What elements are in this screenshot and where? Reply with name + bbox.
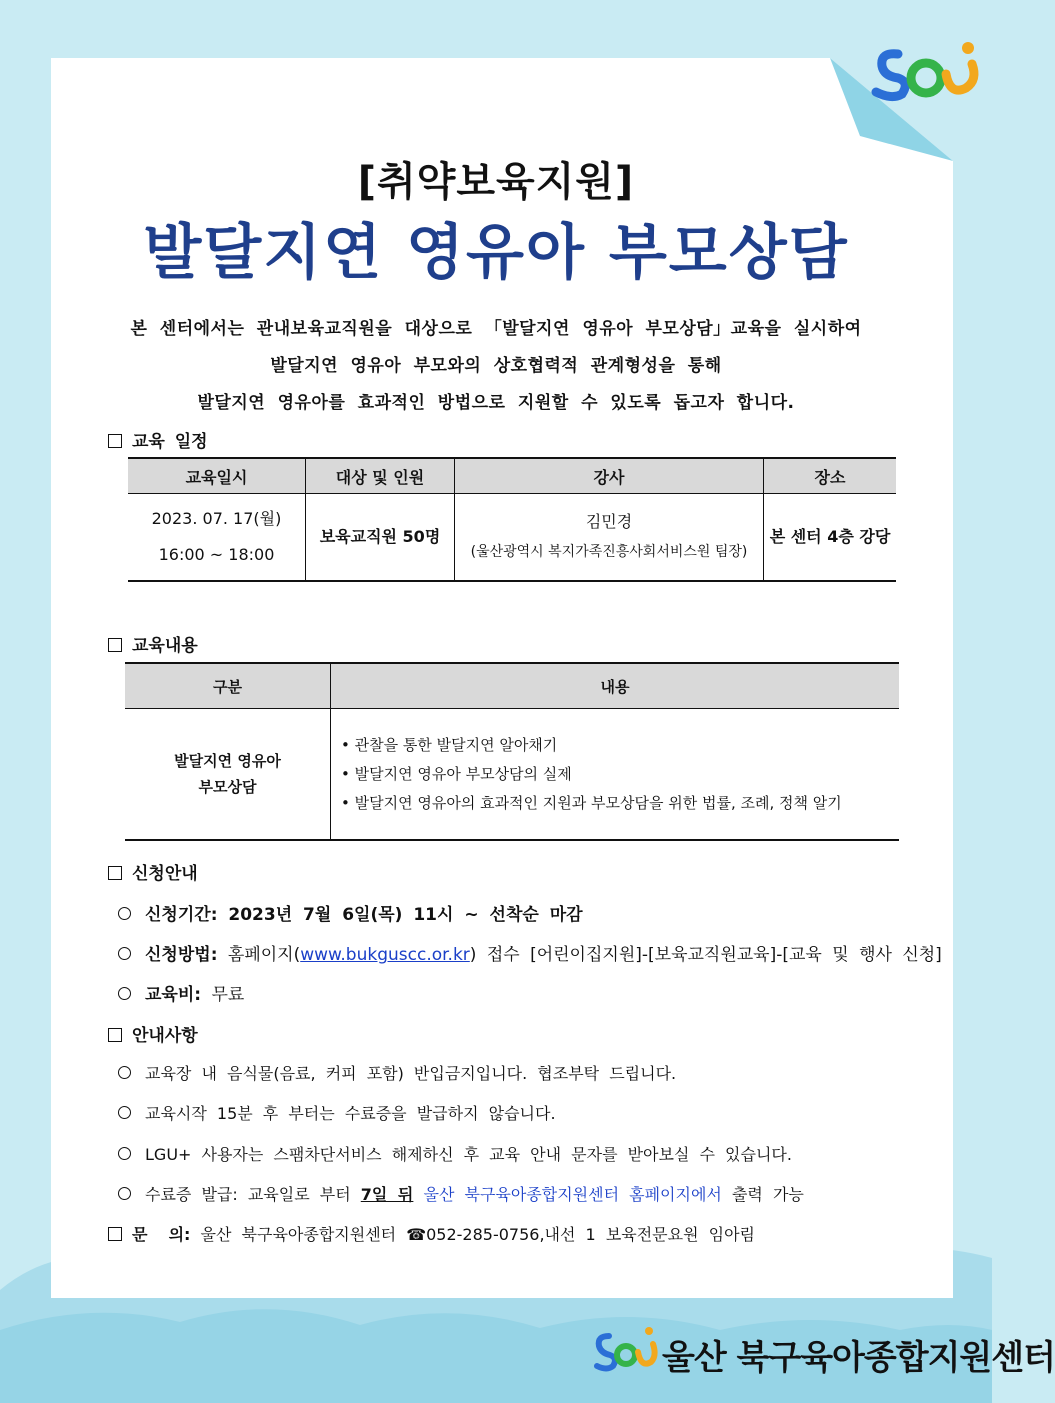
circle-bullet-icon xyxy=(118,1187,131,1200)
method-pre: 홈페이지( xyxy=(227,945,301,965)
section-application-heading xyxy=(108,859,198,884)
cell-target: 보육교직원 50명 xyxy=(306,494,455,582)
application-period xyxy=(118,900,583,925)
header-place: 장소 xyxy=(764,458,897,494)
checkbox-square-icon xyxy=(108,1227,122,1241)
contact-line xyxy=(108,1222,755,1245)
header-content: 내용 xyxy=(331,663,900,709)
header-category: 구분 xyxy=(125,663,331,709)
homepage-link[interactable]: www.bukguscc.or.kr xyxy=(300,945,470,965)
method-label: 신청방법: xyxy=(145,945,218,965)
header-date: 교육일시 xyxy=(128,458,306,494)
section-notice-title: 안내사항 xyxy=(132,1026,198,1046)
notice-text-4-pre: 수료증 발급: 교육일로 부터 xyxy=(145,1185,351,1204)
intro-line-3: 발달지연 영유아를 효과적인 방법으로 지원할 수 있도록 돕고자 합니다. xyxy=(197,393,795,413)
notice-text-3: LGU+ 사용자는 스팸차단서비스 해제하신 후 교육 안내 문자를 받아보실 수 있습니다. xyxy=(145,1145,792,1164)
contact-label: 문 의: xyxy=(132,1225,191,1244)
header-target: 대상 및 인원 xyxy=(306,458,455,494)
application-fee xyxy=(118,980,244,1005)
circle-bullet-icon xyxy=(118,947,131,960)
contact-value: 울산 북구육아종합지원센터 ☎052-285-0756,내선 1 보육전문요원 임아림 xyxy=(200,1225,756,1244)
intro-line-1: 본 센터에서는 관내보육교직원을 대상으로 「발달지연 영유아 부모상담」교육을 실시하여 xyxy=(130,319,862,339)
notice-text-1: 교육장 내 음식물(음료, 커피 포함) 반입금지입니다. 협조부탁 드립니다. xyxy=(145,1064,677,1083)
section-notice-heading xyxy=(108,1021,198,1046)
notice-text-4-post: 출력 가능 xyxy=(731,1185,804,1204)
circle-bullet-icon xyxy=(118,1106,131,1119)
fee-label: 교육비: xyxy=(145,985,202,1005)
circle-bullet-icon xyxy=(118,1147,131,1160)
notice-item-3 xyxy=(118,1142,792,1165)
instructor-org: (울산광역시 복지가족진흥사회서비스원 팀장) xyxy=(470,544,748,560)
cell-instructor xyxy=(455,494,764,582)
circle-bullet-icon xyxy=(118,1066,131,1079)
instructor-name: 김민경 xyxy=(585,512,633,531)
list-item: • 발달지연 영유아 부모상담의 실제 xyxy=(341,764,572,783)
application-period-text: 신청기간: 2023년 7월 6일(목) 11시 ~ 선착순 마감 xyxy=(145,905,583,925)
center-logo-icon xyxy=(868,34,986,106)
cell-category xyxy=(125,709,331,841)
notice-item-1 xyxy=(118,1061,676,1084)
notice-center-highlight: 울산 북구육아종합지원센터 홈페이지에서 xyxy=(423,1185,722,1204)
date-value: 2023. 07. 17(월) xyxy=(151,509,282,528)
section-application-title: 신청안내 xyxy=(132,864,198,884)
schedule-table xyxy=(128,457,896,582)
section-schedule-heading xyxy=(108,427,208,452)
circle-bullet-icon xyxy=(118,987,131,1000)
checkbox-square-icon xyxy=(108,1028,122,1042)
section-schedule-title: 교육 일정 xyxy=(132,432,208,452)
list-item: • 발달지연 영유아의 효과적인 지원과 부모상담을 위한 법률, 조례, 정책 알기 xyxy=(341,793,842,812)
cell-content-list xyxy=(331,709,900,841)
notice-item-4 xyxy=(118,1182,804,1205)
footer-logo-icon xyxy=(593,1322,657,1378)
intro-line-2: 발달지연 영유아 부모와의 상호협력적 관계형성을 통해 xyxy=(270,356,722,376)
circle-bullet-icon xyxy=(118,907,131,920)
notice-days-highlight: 7일 뒤 xyxy=(360,1185,414,1204)
sub-title: [취약보육지원] xyxy=(357,159,635,205)
list-item: • 관찰을 통한 발달지연 알아채기 xyxy=(341,735,558,754)
notice-item-2 xyxy=(118,1101,556,1124)
notice-text-2: 교육시작 15분 후 부터는 수료증을 발급하지 않습니다. xyxy=(145,1104,556,1123)
cell-date-time xyxy=(128,494,306,582)
application-method xyxy=(118,940,942,965)
main-title: 발달지연 영유아 부모상담 xyxy=(143,218,849,288)
checkbox-square-icon xyxy=(108,638,122,652)
footer-org-name: 울산 북구육아종합지원센터 xyxy=(662,1338,1055,1378)
content-table xyxy=(125,662,899,841)
cell-place: 본 센터 4층 강당 xyxy=(764,494,897,582)
header-instructor: 강사 xyxy=(455,458,764,494)
fee-value: 무료 xyxy=(211,985,245,1005)
category-line-1: 발달지연 영유아 xyxy=(174,752,281,770)
checkbox-square-icon xyxy=(108,434,122,448)
section-content-title: 교육내용 xyxy=(132,636,198,656)
category-line-2: 부모상담 xyxy=(198,778,257,796)
section-content-heading xyxy=(108,631,198,656)
checkbox-square-icon xyxy=(108,866,122,880)
time-value: 16:00 ~ 18:00 xyxy=(158,545,275,564)
method-post: ) 접수 [어린이집지원]-[보육교직원교육]-[교육 및 행사 신청] xyxy=(469,945,942,965)
